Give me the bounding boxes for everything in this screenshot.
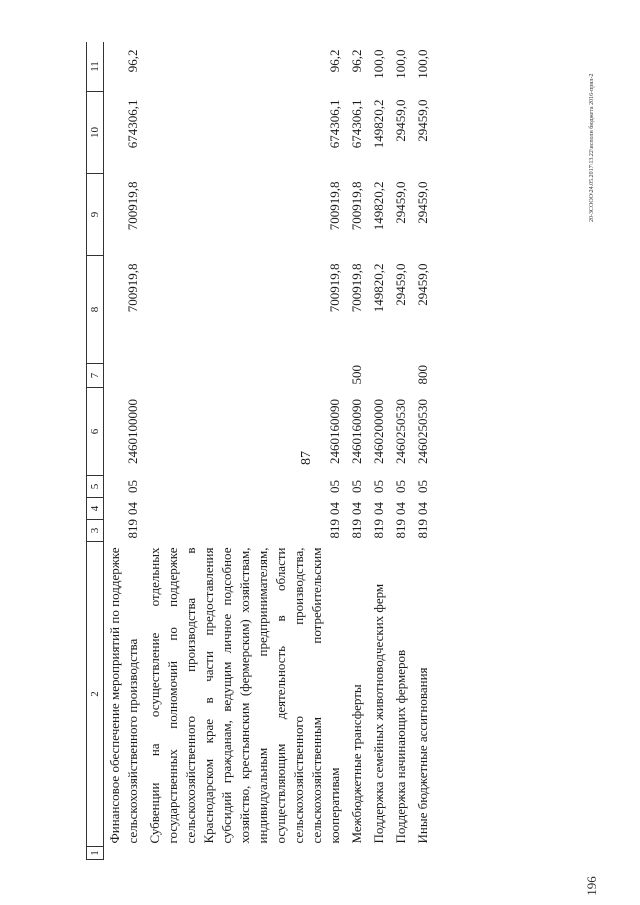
column-header: 7 bbox=[87, 364, 104, 388]
column-header: 8 bbox=[87, 256, 104, 364]
column-header: 3 bbox=[87, 520, 104, 542]
expense-type-code bbox=[144, 364, 346, 388]
value-col-8: 700919,8 bbox=[349, 263, 364, 313]
expense-type-code bbox=[368, 364, 390, 388]
column-header: 5 bbox=[87, 476, 104, 498]
table-row bbox=[412, 42, 434, 860]
table-row bbox=[390, 42, 412, 860]
value-col-9: 700919,8 bbox=[327, 181, 342, 231]
section-code: 04 bbox=[125, 502, 140, 515]
table-row bbox=[144, 42, 346, 860]
percent-col-11: 100,0 bbox=[415, 49, 430, 79]
ministry-code: 819 bbox=[349, 519, 364, 539]
value-col-9: 700919,8 bbox=[125, 181, 140, 231]
column-header: 2 bbox=[87, 542, 104, 847]
target-article-code: 2460160090 bbox=[349, 399, 364, 464]
target-article-code: 2460250530 bbox=[393, 399, 408, 464]
value-col-9: 700919,8 bbox=[349, 181, 364, 231]
ministry-code: 819 bbox=[371, 519, 386, 539]
budget-table bbox=[86, 42, 434, 860]
row-name: Межбюджетные трансферты bbox=[349, 684, 364, 844]
column-header: 1 bbox=[87, 847, 104, 860]
value-col-9: 149820,2 bbox=[371, 181, 386, 231]
ministry-code: 819 bbox=[393, 519, 408, 539]
value-col-8: 149820,2 bbox=[371, 263, 386, 313]
value-col-10: 29459,0 bbox=[393, 99, 408, 142]
percent-col-11: 100,0 bbox=[371, 49, 386, 79]
value-col-8: 29459,0 bbox=[415, 263, 430, 306]
target-article-code: 2460160090 bbox=[327, 399, 342, 464]
table-row bbox=[368, 42, 390, 860]
value-col-8: 700919,8 bbox=[327, 263, 342, 313]
value-col-8: 29459,0 bbox=[393, 263, 408, 306]
expense-type-code: 500 bbox=[349, 365, 364, 385]
footer-file-path: 20-3COOO\24.05.2017\13.22\исполн бюджета 2016-прил-2 bbox=[589, 73, 595, 222]
percent-col-11: 96,2 bbox=[327, 49, 342, 73]
table-row bbox=[104, 42, 145, 860]
column-header: 10 bbox=[87, 92, 104, 174]
value-col-10: 149820,2 bbox=[371, 99, 386, 149]
expense-type-code bbox=[104, 364, 145, 388]
column-header: 11 bbox=[87, 42, 104, 92]
column-header: 4 bbox=[87, 498, 104, 520]
subsection-code: 05 bbox=[371, 480, 386, 493]
ministry-code: 819 bbox=[327, 519, 342, 539]
column-header: 6 bbox=[87, 388, 104, 476]
subsection-code: 05 bbox=[125, 480, 140, 493]
section-code: 04 bbox=[371, 502, 386, 515]
subsection-code: 05 bbox=[393, 480, 408, 493]
value-col-10: 674306,1 bbox=[349, 99, 364, 149]
subsection-code: 05 bbox=[327, 480, 342, 493]
column-header: 9 bbox=[87, 174, 104, 256]
expense-type-code: 800 bbox=[415, 365, 430, 385]
table-row bbox=[346, 42, 368, 860]
page-number: 87 bbox=[299, 451, 314, 465]
row-name: Поддержка семейных животноводческих ферм bbox=[371, 583, 386, 844]
percent-col-11: 100,0 bbox=[393, 49, 408, 79]
row-name: Субвенции на осуществление отдельных государственных полномочий по поддержке сельскохозяйственного производства в Краснодарском крае в части предоставления субсидий гражданам, ведущим личное подсобное хозяйство, крестьянским (фермерским) хозяйствам, индивидуальным предпринимателям, осуществляющим деятельность в области сельскохозяйственного производства, сельскохозяйственным потребительским кооперативам bbox=[147, 547, 342, 844]
row-name: Поддержка начинающих фермеров bbox=[393, 649, 408, 844]
column-number-row bbox=[87, 42, 104, 860]
corner-page-number: 196 bbox=[583, 876, 599, 896]
value-col-10: 674306,1 bbox=[327, 99, 342, 149]
ministry-code: 819 bbox=[415, 519, 430, 539]
target-article-code: 2460200000 bbox=[371, 399, 386, 464]
section-code: 04 bbox=[415, 502, 430, 515]
value-col-9: 29459,0 bbox=[415, 181, 430, 224]
value-col-8: 700919,8 bbox=[125, 263, 140, 313]
section-code: 04 bbox=[327, 502, 342, 515]
expense-type-code bbox=[390, 364, 412, 388]
row-name: Иные бюджетные ассигнования bbox=[415, 667, 430, 844]
row-name: Финансовое обеспечение мероприятий по поддержке сельскохозяйственного производства bbox=[107, 547, 140, 844]
target-article-code: 2460100000 bbox=[125, 399, 140, 464]
section-code: 04 bbox=[349, 502, 364, 515]
subsection-code: 05 bbox=[415, 480, 430, 493]
ministry-code: 819 bbox=[125, 519, 140, 539]
percent-col-11: 96,2 bbox=[125, 49, 140, 73]
target-article-code: 2460250530 bbox=[415, 399, 430, 464]
budget-table-container bbox=[86, 42, 528, 860]
value-col-9: 29459,0 bbox=[393, 181, 408, 224]
value-col-10: 29459,0 bbox=[415, 99, 430, 142]
subsection-code: 05 bbox=[349, 480, 364, 493]
percent-col-11: 96,2 bbox=[349, 49, 364, 73]
value-col-10: 674306,1 bbox=[125, 99, 140, 149]
section-code: 04 bbox=[393, 502, 408, 515]
